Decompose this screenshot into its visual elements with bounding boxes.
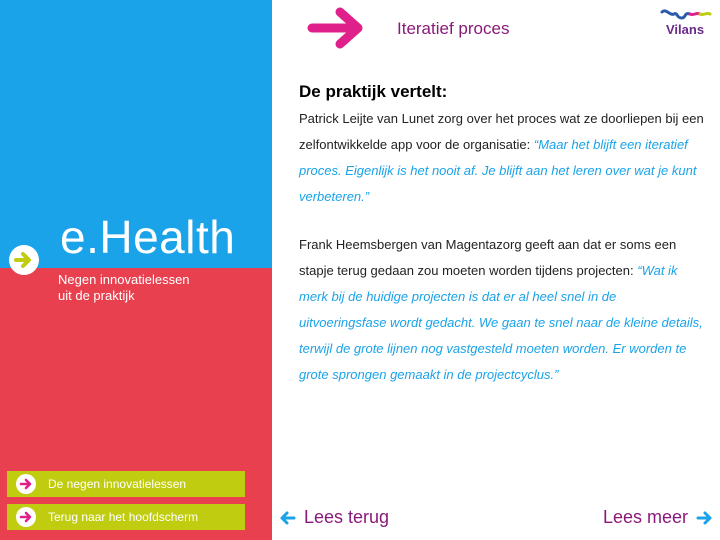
- read-back-label: Lees terug: [304, 507, 390, 527]
- ehealth-subtitle-line1: Negen innovatielessen: [58, 272, 190, 287]
- nav-button-main-screen[interactable]: [7, 504, 245, 530]
- ehealth-circle-arrow-icon: [9, 245, 39, 275]
- paragraph-frank: [299, 232, 704, 388]
- paragraph-quote: “Maar het blijft een iteratief proces. Eigenlijk is het nooit af. Je blijft aan het leren over wat je kunt verbeteren.”: [299, 137, 697, 204]
- ehealth-subtitle-line2: uit de praktijk: [58, 288, 135, 303]
- circle-arrow-right-icon: [16, 507, 36, 527]
- arrow-right-icon: [306, 4, 370, 57]
- paragraph-text: Frank Heemsbergen van Magentazorg geeft aan dat er soms een stapje terug gedaan zou moeten worden tijdens projecten:: [299, 237, 677, 278]
- circle-arrow-right-icon: [16, 474, 36, 494]
- logo-text: Vilans: [666, 22, 705, 37]
- ehealth-subtitle: [58, 272, 228, 304]
- read-back-button[interactable]: [280, 507, 389, 528]
- arrow-right-icon: [696, 510, 712, 526]
- ehealth-title: e.Health: [60, 211, 236, 263]
- nav-button-innovation-lessons[interactable]: [7, 471, 245, 497]
- arrow-left-icon: [280, 510, 296, 526]
- paragraph-quote: “Wat ik merk bij de huidige projecten is dat er al heel snel in de uitvoeringsfase wordt gedacht. We gaan te snel naar de kleine details, terwijl de grote lijnen nog vastgesteld moeten worden. Er worden te grote sprongen gemaakt in de projectcyclus.”: [299, 263, 703, 382]
- nav-button-label: Terug naar het hoofdscherm: [48, 510, 199, 524]
- left-panel-bottom: [0, 268, 272, 540]
- read-more-button[interactable]: [603, 507, 712, 528]
- paragraph-text: Patrick Leijte van Lunet zorg over het proces wat ze doorliepen bij een zelfontwikkelde app voor de organisatie:: [299, 111, 704, 152]
- paragraph-patrick: [299, 106, 704, 210]
- read-more-label: Lees meer: [603, 507, 689, 527]
- nav-button-label: De negen innovatielessen: [48, 477, 187, 491]
- section-heading: De praktijk vertelt:: [299, 82, 448, 101]
- page-title: Iteratief proces: [397, 19, 510, 38]
